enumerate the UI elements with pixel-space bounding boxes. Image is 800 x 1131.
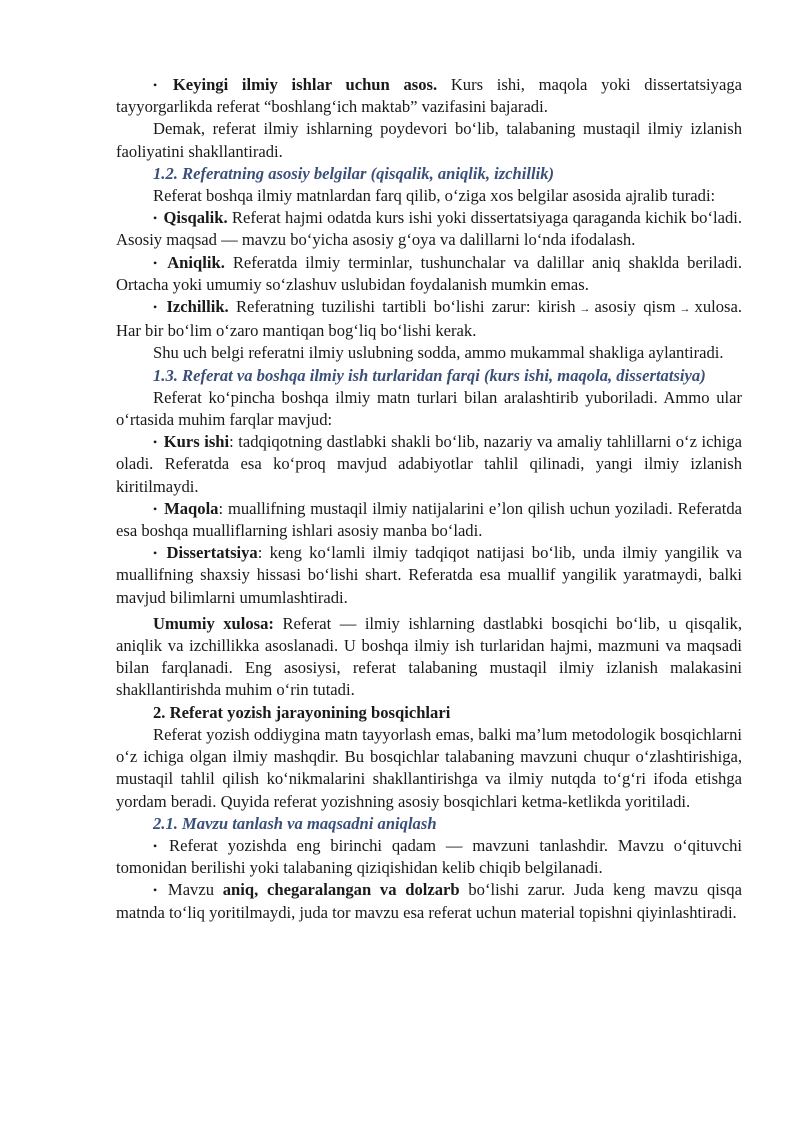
bullet-paragraph — [116, 252, 742, 296]
bullet-text: asosiy qism — [594, 297, 676, 317]
bullet-text: : keng ko‘lamli ilmiy tadqiqot natijasi bo‘lib, unda ilmiy yangilik va muallifning shaxsiy hissasi bo‘lishi shart. Referatda esa muallif yangilik yaratmaydi, balki mavjud bilimlarni umumlashtiradi. — [116, 543, 742, 607]
paragraph: Demak, referat ilmiy ishlarning poydevori bo‘lib, talabaning mustaqil ilmiy izlanish faoliyatini shakllantiradi. — [116, 119, 742, 161]
bullet-term: Maqola — [164, 498, 219, 518]
bullet-icon: • — [153, 78, 158, 92]
section-heading-2-1: 2.1. Mavzu tanlash va maqsadni aniqlash — [153, 813, 437, 833]
bullet-icon: • — [153, 300, 158, 315]
bullet-term: Keyingi ilmiy ishlar uchun asos. — [172, 75, 438, 94]
chapter-heading-2: 2. Referat yozish jarayonining bosqichlari — [153, 702, 451, 722]
bullet-icon: • — [153, 883, 158, 898]
bullet-icon: • — [153, 255, 158, 270]
bullet-text: bo‘lishi zarur. Juda keng mavzu qisqa matnda to‘liq yoritilmaydi, juda tor mavzu esa referat uchun material topishni qiyinlashtiradi. — [116, 880, 742, 922]
section-heading-1-2: 1.2. Referatning asosiy belgilar (qisqalik, aniqlik, izchillik) — [153, 163, 555, 183]
bullet-paragraph — [116, 879, 742, 923]
section-heading-1-3: 1.3. Referat va boshqa ilmiy ish turlaridan farqi (kurs ishi, maqola, dissertatsiya) — [153, 365, 706, 385]
bullet-text: Referat hajmi odatda kurs ishi yoki dissertatsiyaga qaraganda kichik bo‘ladi. Asosiy maqsad — mavzu bo‘yicha asosiy g‘oya va dalillarni lo‘nda ifodalash. — [116, 208, 743, 250]
arrow-icon: → — [679, 303, 691, 316]
paragraph: Shu uch belgi referatni ilmiy uslubning sodda, ammo mukammal shakliga aylantiradi. — [153, 343, 724, 363]
summary-text: Referat — ilmiy ishlarning dastlabki bosqichi bo‘lib, u qisqalik, aniqlik va izchillikka asoslanadi. U boshqa ilmiy ish turlaridan hajmi, mazmuni va maqsadi bilan farqlanadi. Eng asosiysi, referat talabaning mustaqil ilmiy izlanish malakasini shakllantirishda muhim o‘rin tutadi. — [116, 613, 742, 700]
bullet-icon: • — [153, 838, 158, 853]
bullet-term: Qisqalik. — [163, 208, 228, 228]
summary-paragraph — [116, 613, 742, 702]
bullet-paragraph — [116, 74, 742, 118]
bullet-text: Kurs ishi, maqola yoki dissertatsiyaga tayyorgarlikda referat “boshlang‘ich maktab” vazifasini bajaradi. — [116, 75, 742, 117]
bullet-text: Referat yozishda eng birinchi qadam — mavzuni tanlashdir. Mavzu o‘qituvchi tomonidan berilishi yoki talabaning qiziqishidan kelib chiqib belgilanadi. — [116, 835, 742, 878]
bullet-icon: • — [153, 435, 158, 450]
bullet-term: Dissertatsiya — [166, 543, 258, 563]
bullet-term: Aniqlik. — [167, 252, 225, 272]
bullet-paragraph — [116, 207, 742, 251]
bullet-term: Kurs ishi — [163, 432, 230, 452]
bullet-icon: • — [153, 501, 158, 516]
bullet-text: Referatda ilmiy terminlar, tushunchalar va dalillar aniq shaklda beriladi. Ortacha yoki umumiy so‘zlashuv uslubidan foydalanish mumkin emas. — [116, 252, 742, 294]
bullet-icon: • — [153, 211, 158, 226]
bullet-paragraph — [116, 296, 742, 342]
summary-term: Umumiy xulosa: — [153, 613, 274, 633]
bullet-text: : tadqiqotning dastlabki shakli bo‘lib, nazariy va amaliy tahlillarni o‘z ichiga oladi. Referatda esa ko‘proq mavjud adabiyotlar tahlil qilinadi, yangi ilmiy izlanish kiritilmaydi. — [116, 432, 743, 496]
paragraph: Referat yozish oddiygina matn tayyorlash emas, balki ma’lum metodologik bosqichlarni o‘z ichiga olgan ilmiy mashqdir. Bu bosqichlar talabaning mavzuni chuqur o‘zlashtirishiga, mustaqil tahlil qilish ko‘nikmalarini shakllantirishga va ilmiy nutqda to‘g‘ri ifoda etishga yordam beradi. Quyida referat yozishning asosiy bosqichlari ketma-ketlikda yoritiladi. — [116, 724, 742, 811]
bullet-paragraph — [116, 431, 742, 498]
bullet-icon: • — [153, 546, 158, 561]
bullet-text: Referatning tuzilishi tartibli bo‘lishi zarur: kirish — [228, 297, 576, 317]
bullet-term: Izchillik. — [166, 297, 229, 317]
bullet-term: aniq, chegaralangan va dolzarb — [222, 880, 460, 900]
bullet-text: xulosa. Har bir bo‘lim o‘zaro mantiqan bog‘liq bo‘lishi kerak. — [116, 297, 742, 341]
bullet-paragraph — [116, 835, 742, 879]
paragraph: Referat boshqa ilmiy matnlardan farq qilib, o‘ziga xos belgilar asosida ajralib turadi: — [153, 186, 716, 206]
arrow-icon: → — [579, 303, 591, 316]
bullet-text: : muallifning mustaqil ilmiy natijalarini e’lon qilish uchun yoziladi. Referatda esa boshqa mualliflarning ishlari asosiy manba bo‘ladi. — [116, 498, 742, 541]
paragraph: Referat ko‘pincha boshqa ilmiy matn turlari bilan aralashtirib yuboriladi. Ammo ular o‘rtasida muhim farqlar mavjud: — [116, 387, 742, 430]
bullet-paragraph — [116, 498, 742, 542]
bullet-text: Mavzu — [159, 880, 223, 900]
bullet-paragraph — [116, 542, 742, 609]
